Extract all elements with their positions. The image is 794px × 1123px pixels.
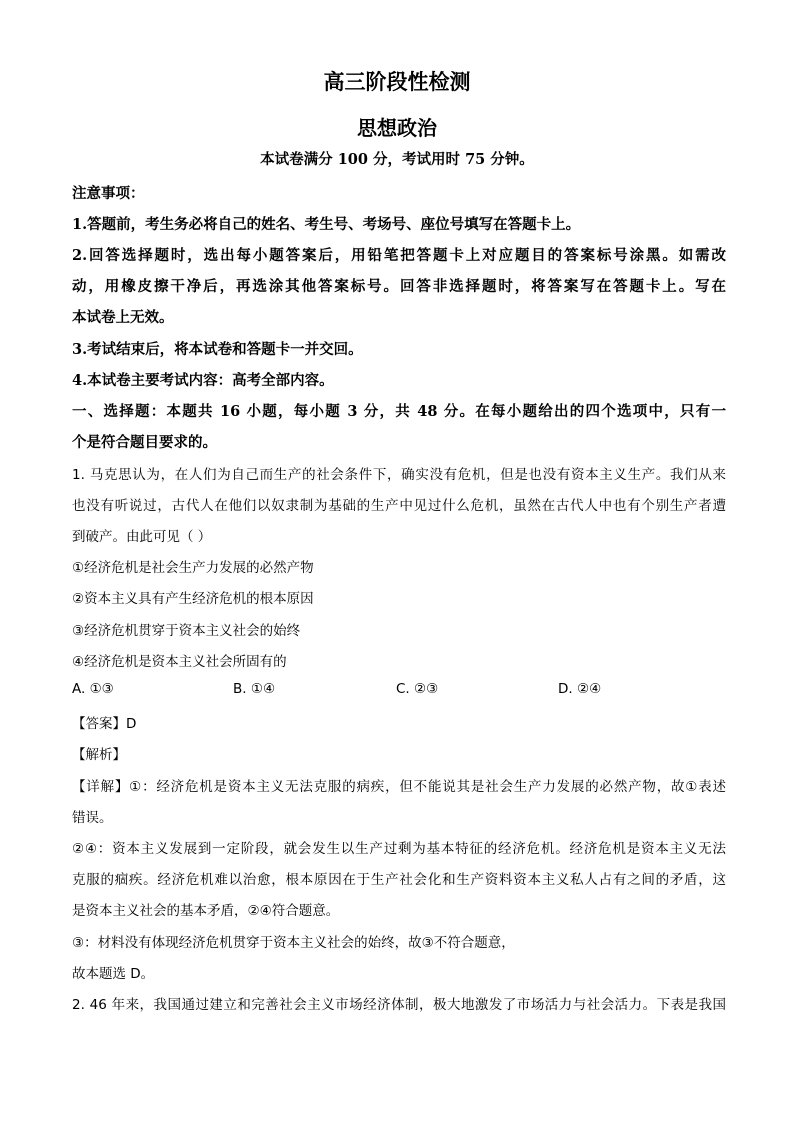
- q1-option-b: B. ①④: [233, 681, 276, 697]
- q1-detail-1-line-1: 【详解】①：经济危机是资本主义无法克服的病疾，但不能说其是社会生产力发展的必然产物，故①表述: [72, 779, 726, 795]
- q1-statement-1: ①经济危机是社会生产力发展的必然产物: [72, 560, 314, 576]
- section-heading-line-2: 个是符合题目要求的。: [72, 434, 217, 451]
- q1-detail-2-line-2: 克服的痼疾。经济危机难以治愈，根本原因在于生产社会化和生产资料资本主义私人占有之间的矛盾，这: [72, 872, 726, 888]
- subject-title: 思想政治: [357, 116, 437, 140]
- notice-heading: 注意事项：: [72, 185, 145, 202]
- notice-item-3: 3.考试结束后，将本试卷和答题卡一并交回。: [72, 341, 363, 358]
- q1-conclusion: 故本题选 D。: [72, 966, 155, 982]
- notice-item-2-line-3: 本试卷上无效。: [72, 309, 174, 326]
- q1-answer: 【答案】D: [72, 716, 137, 732]
- q1-stem-line-3: 到破产。由此可见（ ）: [72, 529, 212, 545]
- page-title: 高三阶段性检测: [323, 69, 471, 94]
- q1-stem-line-2: 也没有听说过，古代人在他们以奴隶制为基础的生产中见过什么危机，虽然在古代人中也有个别生产者遭: [72, 498, 726, 514]
- q1-option-a: A. ①③: [72, 681, 114, 697]
- notice-item-1: 1.答题前，考生务必将自己的姓名、考生号、考场号、座位号填写在答题卡上。: [72, 216, 581, 233]
- q1-statement-3: ③经济危机贯穿于资本主义社会的始终: [72, 623, 301, 639]
- q1-detail-2-line-3: 是资本主义社会的基本矛盾，②④符合题意。: [72, 903, 340, 919]
- q1-stem-line-1: 1. 马克思认为，在人们为自己而生产的社会条件下，确实没有危机，但是也没有资本主义生产。我们从来: [72, 467, 726, 483]
- notice-item-2-line-1: 2.回答选择题时，选出每小题答案后，用铅笔把答题卡上对应题目的答案标号涂黑。如需改: [72, 247, 726, 264]
- section-heading-line-1: 一、选择题：本题共 16 小题，每小题 3 分，共 48 分。在每小题给出的四个选项中，只有一: [72, 403, 726, 420]
- q2-stem-line-1: 2. 46 年来，我国通过建立和完善社会主义市场经济体制，极大地激发了市场活力与社会活力。下表是我国: [72, 997, 726, 1013]
- q1-analysis-label: 【解析】: [72, 747, 126, 763]
- q1-statement-2: ②资本主义具有产生经济危机的根本原因: [72, 591, 314, 607]
- q1-statement-4: ④经济危机是资本主义社会所固有的: [72, 654, 287, 670]
- q1-detail-3: ③：材料没有体现经济危机贯穿于资本主义社会的始终，故③不符合题意，: [72, 935, 515, 951]
- q1-detail-2-line-1: ②④：资本主义发展到一定阶段，就会发生以生产过剩为基本特征的经济危机。经济危机是资本主义无法: [72, 841, 726, 857]
- q1-option-d: D. ②④: [558, 681, 602, 697]
- notice-item-2-line-2: 动，用橡皮擦干净后，再选涂其他答案标号。回答非选择题时，将答案写在答题卡上。写在: [72, 278, 726, 295]
- notice-item-4: 4.本试卷主要考试内容：高考全部内容。: [72, 372, 334, 389]
- exam-info: 本试卷满分 100 分，考试用时 75 分钟。: [260, 151, 534, 168]
- q1-option-c: C. ②③: [396, 681, 439, 697]
- q1-detail-1-line-2: 错误。: [72, 810, 113, 826]
